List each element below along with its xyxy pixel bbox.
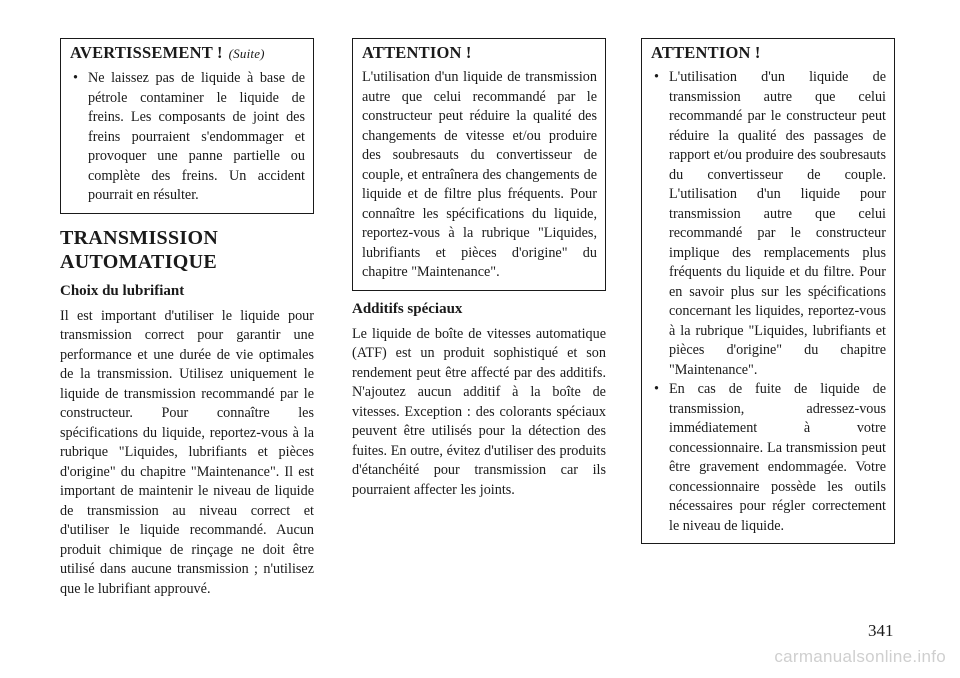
warning-bullet-list (70, 69, 305, 206)
warning-continued-label: (Suite) (228, 46, 265, 61)
attention-bullet-item: • En cas de fuite de liquide de transmission, adressez-vous immédiatement à votre concessionnaire. La transmission peut être gravement endommagée. Votre concessionnaire possède les outils nécessaires pour régler correctement le niveau de liquide. (651, 380, 886, 536)
right-column (641, 38, 895, 544)
lubricant-heading: Choix du lubrifiant (60, 282, 185, 299)
attention-bullet-item: • L'utilisation d'un liquide de transmission autre que celui recommandé par le constructeur peut réduire la qualité des passages de rapport et/ou produire des soubresauts du convertisseur de couple. L'utilisation d'un liquide pour transmission autre que celui recommandé par le constructeur implique des remplacements plus fréquents du liquide et du filtre. Pour en savoir plus sur les spécifications concernant les liquides, reportez-vous à la rubrique "Liquides, lubrifiants et pièces d'origine" du chapitre "Maintenance". (651, 68, 886, 380)
lubricant-paragraph: Il est important d'utiliser le liquide pour transmission correct pour garantir une performance et une durée de vie optimales de la transmission. Utilisez uniquement le liquide de transmission recommandé par le constructeur. Pour connaître les spécifications du liquide, reportez-vous à la rubrique "Liquides, lubrifiants et pièces d'origine" du chapitre "Maintenance". Il est important de maintenir le niveau de liquide de transmission au niveau correct et d'utiliser le liquide recommandé. Aucun produit chimique de rinçage ne doit être utilisé dans aucune transmission ; n'utilisez que le lubrifiant approuvé. (60, 307, 314, 597)
attention-box-2 (641, 38, 895, 544)
additives-heading: Additifs spéciaux (352, 300, 463, 317)
additives-paragraph: Le liquide de boîte de vitesses automatique (ATF) est un produit sophistiqué et son rendement peut être affecté par des additifs. N'ajoutez aucun additif à la boîte de vitesses. Exception : des colorants spéciaux peuvent être utilisés pour la détection des fuites. En outre, évitez d'utiliser des produits d'étanchéité pour transmission car ils pourraient affecter les joints. (352, 325, 606, 498)
section-title: TRANSMISSION AUTOMATIQUE (60, 226, 219, 273)
warning-bullet-item: • Ne laissez pas de liquide à base de pétrole contaminer le liquide de freins. Les composants de joint des freins pourraient s'endommager et provoquer une panne partielle ou complète des freins. Un accident pourrait en résulter. (70, 69, 305, 206)
watermark: carmanualsonline.info (774, 647, 946, 666)
warning-title-line (70, 43, 305, 64)
page-number: 341 (868, 621, 894, 640)
attention-title-2: ATTENTION ! (651, 43, 761, 62)
attention-bullet-list (651, 68, 886, 536)
middle-column (352, 38, 606, 500)
attention-box-1 (352, 38, 606, 291)
attention-title-1: ATTENTION ! (362, 43, 472, 62)
warning-box (60, 38, 314, 214)
left-column (60, 38, 314, 599)
warning-title: AVERTISSEMENT ! (70, 43, 223, 62)
attention-paragraph-1: L'utilisation d'un liquide de transmission autre que celui recommandé par le constructeur peut réduire la qualité des changements de vitesse et/ou produire des soubresauts du convertisseur de couple, et entraînera des changements de liquide et de filtre plus fréquents. Pour connaître les spécifications du liquide, reportez-vous à la rubrique "Liquides, lubrifiants et pièces d'origine" du chapitre "Maintenance". (362, 69, 597, 280)
